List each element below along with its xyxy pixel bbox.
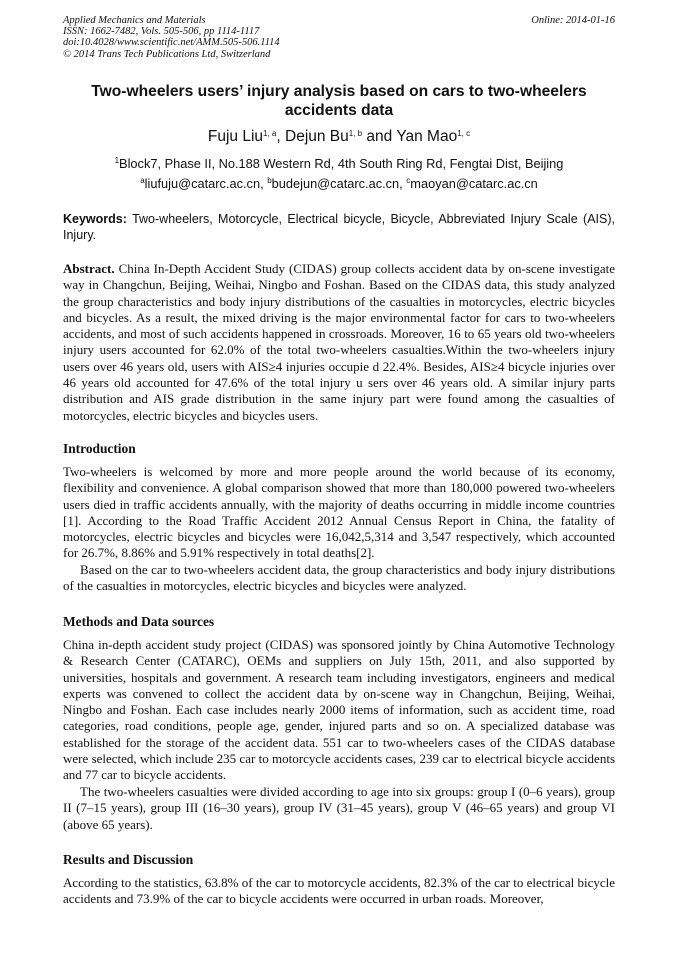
author-superscript: 1, c	[457, 129, 471, 138]
email-link[interactable]: budejun@catarc.ac.cn	[271, 176, 400, 191]
author-name: Fuju Liu	[207, 128, 264, 145]
keywords-text: Two-wheelers, Motorcycle, Electrical bicycle, Bicycle, Abbreviated Injury Scale (AIS), Injury.	[63, 212, 615, 242]
email-link[interactable]: liufuju@catarc.ac.cn	[144, 176, 261, 191]
author-name: Yan Mao	[396, 128, 458, 145]
section-heading-results: Results and Discussion	[63, 852, 194, 867]
email-superscript: a	[140, 176, 145, 185]
methods-paragraph-1: China in-depth accident study project (CIDAS) was sponsored jointly by China Automotive Technology & Research Center (CATARC), OEMs and suppliers on July 15th, 2011, and also supported by universities, hospitals and government. A research team including investigators, engineers and medical experts was convened to collect the accident data by on-scene way in Changchun, Beijing, Weihai, Ningbo and Foshan. Each case includes nearly 2000 items of information, such as accident time, road categories, road conditions, people age, gender, injured parts and so on. A specialized database was established for the storage of the accident data. 551 car to two-wheelers cases of the CIDAS database were selected, which include 235 car to motorcycle accidents cases, 239 car to electrical bicycle accidents and 77 car to bicycle accidents.	[63, 637, 615, 783]
email-separator: ,	[260, 176, 268, 191]
author-list	[63, 128, 615, 146]
email-superscript: c	[406, 176, 411, 185]
author-separator: ,	[276, 128, 285, 145]
online-date: Online: 2014-01-16	[531, 15, 615, 26]
methods-paragraph-2: The two-wheelers casualties were divided according to age into six groups: group I (0–6 years), group II (7–15 years), group III (16–30 years), group IV (31–45 years), group V (46–65 years) and group VI (above 65 years).	[63, 784, 615, 832]
intro-paragraph-1: Two-wheelers is welcomed by more and more people around the world because of its economy, flexibility and convenience. A global comparison showed that more than 180,000 powered two-wheelers users died in traffic accidents annually, with the majority of deaths occurring in middle income countries [1]. According to the Road Traffic Accident 2012 Annual Census Report in China, the fatality of motorcycles, electric bicycles and bicycles were 16,042,5,314 and 3,547 respectively, which accounted for 26.7%, 8.86% and 5.91% respectively in total deaths[2].	[63, 464, 615, 561]
journal-header	[63, 15, 615, 60]
abstract	[63, 261, 615, 424]
paper-title: Two-wheelers users’ injury analysis based on cars to two-wheelers accidents data	[91, 83, 587, 119]
author-name: Dejun Bu	[285, 128, 349, 145]
keywords-label: Keywords:	[63, 212, 127, 226]
section-heading-methods: Methods and Data sources	[63, 614, 215, 629]
email-separator: ,	[399, 176, 407, 191]
journal-doi: doi:10.4028/www.scientific.net/AMM.505-506.1114	[63, 37, 280, 49]
section-heading-introduction: Introduction	[63, 441, 136, 456]
email-superscript: b	[267, 176, 272, 185]
abstract-label: Abstract.	[63, 261, 115, 276]
journal-name: Applied Mechanics and Materials	[63, 15, 206, 26]
email-list	[63, 176, 615, 191]
author-superscript: 1, b	[348, 129, 363, 138]
author-superscript: 1, a	[263, 129, 277, 138]
keywords	[63, 211, 615, 243]
email-link[interactable]: maoyan@catarc.ac.cn	[410, 176, 538, 191]
affiliation-text: Block7, Phase II, No.188 Western Rd, 4th South Ring Rd, Fengtai Dist, Beijing	[119, 156, 564, 171]
abstract-text: China In-Depth Accident Study (CIDAS) group collects accident data by on-scene investigate way in Changchun, Beijing, Weihai, Ningbo and Foshan. Based on the CIDAS data, this study analyzed the group characteristics and body injury distributions of the casualties in motorcycles, electric bicycles and bicycles. As a result, the mixed driving is the major environmental factor for cars to two-wheelers accidents, and most of such accidents happened in crossroads. Moreover, 16 to 65 years old two-wheelers injury users accounted for 62.0% of the total two-wheelers casualties.Within the two-wheelers injury users over 46 years old, users with AIS≥4 injuries occupie d 22.4%. Besides, AIS≥4 bicycle injuries over 46 years old accounted for 47.6% of the total injury u sers over 46 years old. A similar injury parts distribution and AIS grade distribution in the same injury part were found among the casualties of motorcycles, electric bicycles and bicycles users.	[63, 261, 615, 423]
affiliation	[63, 156, 615, 171]
intro-paragraph-2: Based on the car to two-wheelers accident data, the group characteristics and body injury distributions of the casualties in motorcycles, electric bicycles and bicycles were analyzed.	[63, 562, 615, 594]
results-paragraph-1: According to the statistics, 63.8% of the car to motorcycle accidents, 82.3% of the car to electrical bicycle accidents and 73.9% of the car to bicycle accidents were occurred in urban roads. Moreover,	[63, 875, 615, 907]
affiliation-superscript: 1	[114, 156, 120, 165]
author-separator: and	[362, 128, 397, 145]
journal-copyright: © 2014 Trans Tech Publications Ltd, Switzerland	[63, 48, 271, 60]
journal-issn: ISSN: 1662-7482, Vols. 505-506, pp 1114-1117	[63, 26, 260, 38]
